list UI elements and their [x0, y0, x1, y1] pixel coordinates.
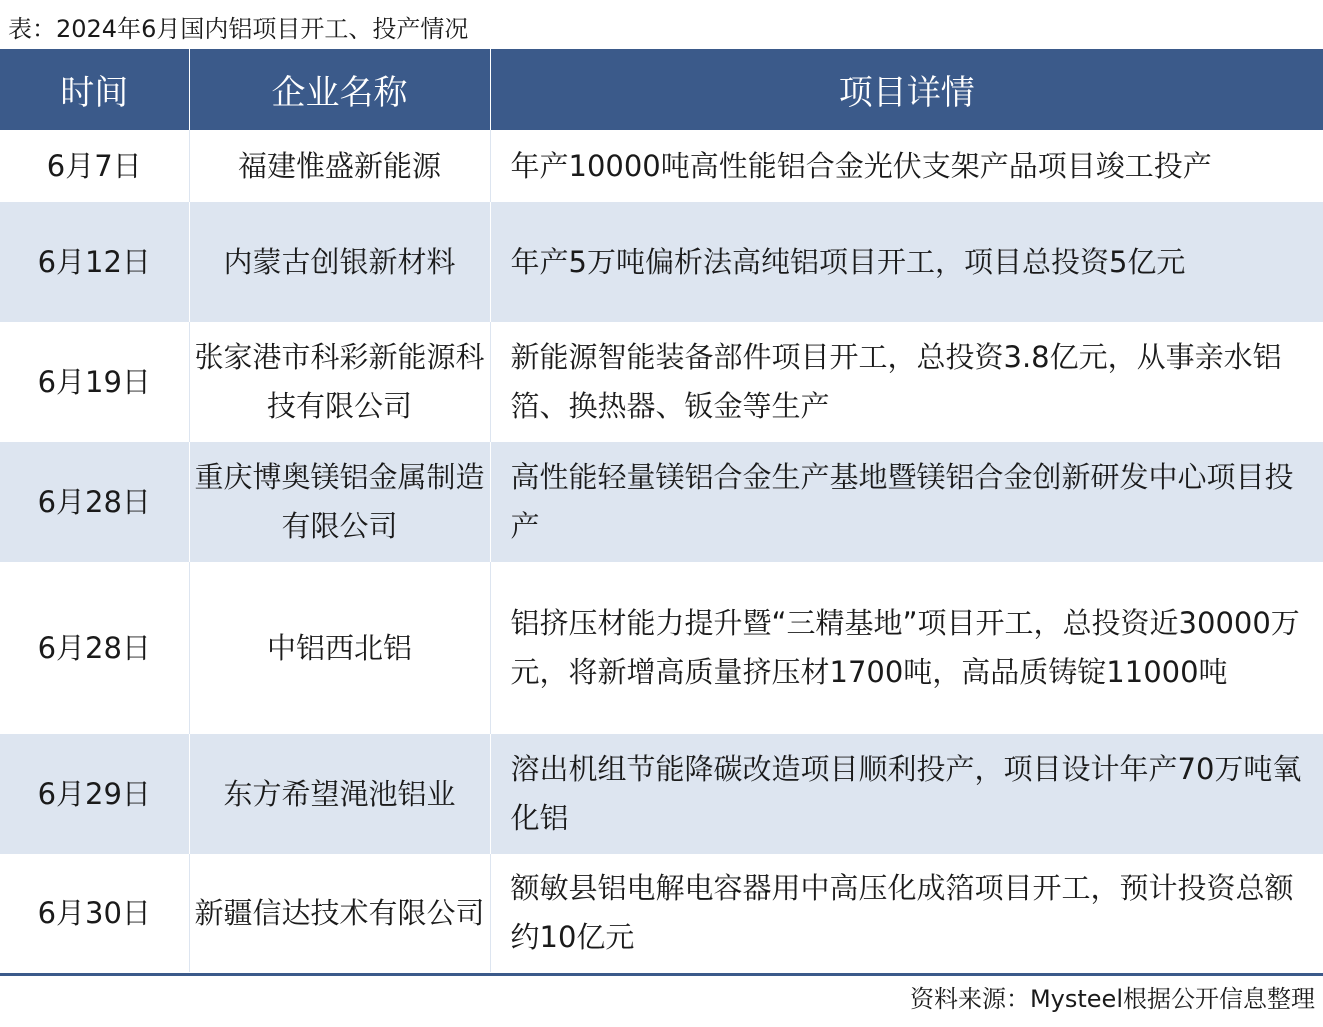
table-row	[0, 854, 1323, 972]
table-header-row	[0, 49, 1323, 130]
table-row	[0, 322, 1323, 442]
table-caption: 表：2024年6月国内铝项目开工、投产情况	[8, 15, 469, 43]
cell-company: 中铝西北铝	[189, 562, 490, 734]
header-detail: 项目详情	[490, 49, 1323, 130]
header-time: 时间	[0, 49, 189, 130]
table-row	[0, 130, 1323, 202]
cell-company: 福建惟盛新能源	[189, 130, 490, 202]
projects-table	[0, 49, 1323, 972]
cell-detail: 溶出机组节能降碳改造项目顺利投产，项目设计年产70万吨氧化铝	[490, 734, 1323, 854]
table-row	[0, 202, 1323, 322]
cell-detail: 新能源智能装备部件项目开工，总投资3.8亿元，从事亲水铝箔、换热器、钣金等生产	[490, 322, 1323, 442]
table-bottom-rule	[0, 973, 1323, 976]
cell-detail: 高性能轻量镁铝合金生产基地暨镁铝合金创新研发中心项目投产	[490, 442, 1323, 562]
cell-time: 6月12日	[0, 202, 189, 322]
cell-time: 6月28日	[0, 442, 189, 562]
cell-company: 新疆信达技术有限公司	[189, 854, 490, 972]
cell-company: 内蒙古创银新材料	[189, 202, 490, 322]
cell-company: 重庆博奥镁铝金属制造有限公司	[189, 442, 490, 562]
cell-company: 张家港市科彩新能源科技有限公司	[189, 322, 490, 442]
table-row	[0, 734, 1323, 854]
cell-detail: 年产10000吨高性能铝合金光伏支架产品项目竣工投产	[490, 130, 1323, 202]
table-row	[0, 442, 1323, 562]
cell-detail: 年产5万吨偏析法高纯铝项目开工，项目总投资5亿元	[490, 202, 1323, 322]
source-note: 资料来源：Mysteel根据公开信息整理	[909, 985, 1315, 1013]
cell-company: 东方希望渑池铝业	[189, 734, 490, 854]
cell-time: 6月29日	[0, 734, 189, 854]
cell-detail: 额敏县铝电解电容器用中高压化成箔项目开工，预计投资总额约10亿元	[490, 854, 1323, 972]
header-company: 企业名称	[189, 49, 490, 130]
table-row	[0, 562, 1323, 734]
cell-detail: 铝挤压材能力提升暨“三精基地”项目开工，总投资近30000万元，将新增高质量挤压材1700吨，高品质铸锭11000吨	[490, 562, 1323, 734]
cell-time: 6月7日	[0, 130, 189, 202]
cell-time: 6月19日	[0, 322, 189, 442]
cell-time: 6月28日	[0, 562, 189, 734]
cell-time: 6月30日	[0, 854, 189, 972]
